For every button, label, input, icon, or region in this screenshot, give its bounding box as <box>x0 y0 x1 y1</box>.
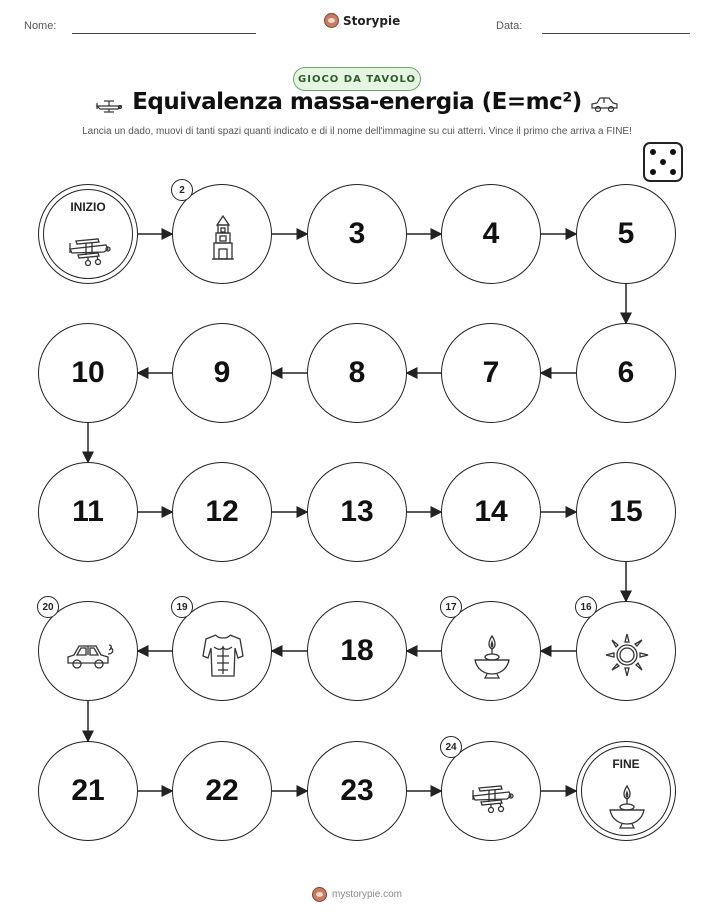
airplane-icon <box>467 770 517 820</box>
brand-logo <box>324 13 400 28</box>
board-space-12 <box>172 462 272 562</box>
space-number: 11 <box>72 495 104 528</box>
name-label: Nome: <box>24 20 57 32</box>
board-space-4 <box>441 184 541 284</box>
space-number: 10 <box>71 356 105 389</box>
car-icon <box>64 630 114 680</box>
space-number: 3 <box>348 217 366 250</box>
space-number: 21 <box>71 774 105 807</box>
start-space <box>38 184 138 284</box>
torso-icon <box>198 630 248 680</box>
page-title: Equivalenza massa-energia (E=mc²) <box>132 89 582 115</box>
board-space-20 <box>38 601 138 701</box>
space-number: 13 <box>340 495 374 528</box>
board-space-10 <box>38 323 138 423</box>
footer <box>0 887 714 902</box>
finish-label: FINE <box>612 757 640 771</box>
board-space-18 <box>307 601 407 701</box>
space-number: 12 <box>205 495 239 528</box>
space-number: 18 <box>340 634 374 667</box>
board-space-2 <box>172 184 272 284</box>
dice-pip <box>670 149 676 155</box>
board-space-9 <box>172 323 272 423</box>
space-number: 4 <box>482 217 500 250</box>
board-space-17 <box>441 601 541 701</box>
board-space-22 <box>172 741 272 841</box>
space-number: 7 <box>482 356 500 389</box>
date-line[interactable] <box>542 33 690 34</box>
space-number-tag: 2 <box>171 179 193 201</box>
board-space-15 <box>576 462 676 562</box>
board-space-19 <box>172 601 272 701</box>
board-space-11 <box>38 462 138 562</box>
sun-icon <box>602 630 652 680</box>
space-number: 15 <box>609 495 643 528</box>
board-space-6 <box>576 323 676 423</box>
board-space-23 <box>307 741 407 841</box>
game-type-badge: GIOCO DA TAVOLO <box>293 67 421 91</box>
name-line[interactable] <box>72 33 256 34</box>
airplane-icon <box>64 223 114 273</box>
instructions-text: Lancia un dado, muovi di tanti spazi quanti indicato e di il nome dell'immagine su cui atterri. Vince il primo che arriva a FINE! <box>82 126 632 137</box>
space-number-tag: 19 <box>171 596 193 618</box>
space-number: 5 <box>617 217 635 250</box>
bear-icon <box>312 887 327 902</box>
board-space-8 <box>307 323 407 423</box>
board-space-13 <box>307 462 407 562</box>
board-space-3 <box>307 184 407 284</box>
bear-icon <box>324 13 339 28</box>
oil-lamp-icon <box>467 630 517 680</box>
oil-lamp-icon <box>602 780 652 830</box>
board-space-14 <box>441 462 541 562</box>
space-number: 8 <box>348 356 366 389</box>
space-number: 9 <box>213 356 231 389</box>
board-space-24 <box>441 741 541 841</box>
space-number-tag: 16 <box>575 596 597 618</box>
board-space-16 <box>576 601 676 701</box>
space-number-tag: 17 <box>440 596 462 618</box>
car-icon <box>589 95 621 115</box>
brand-name: Storypie <box>343 13 401 28</box>
space-number: 22 <box>205 774 239 807</box>
board-space-7 <box>441 323 541 423</box>
footer-url[interactable]: mystorypie.com <box>331 889 402 900</box>
date-label: Data: <box>496 20 523 32</box>
space-number: 14 <box>474 495 508 528</box>
board-space-21 <box>38 741 138 841</box>
space-number-tag: 20 <box>37 596 59 618</box>
finish-space <box>576 741 676 841</box>
board-space-5 <box>576 184 676 284</box>
dice-pip <box>650 149 656 155</box>
space-number: 6 <box>617 356 635 389</box>
space-number: 23 <box>340 774 374 807</box>
tower-icon <box>198 213 248 263</box>
space-number-tag: 24 <box>440 736 462 758</box>
start-label: INIZIO <box>70 200 106 214</box>
